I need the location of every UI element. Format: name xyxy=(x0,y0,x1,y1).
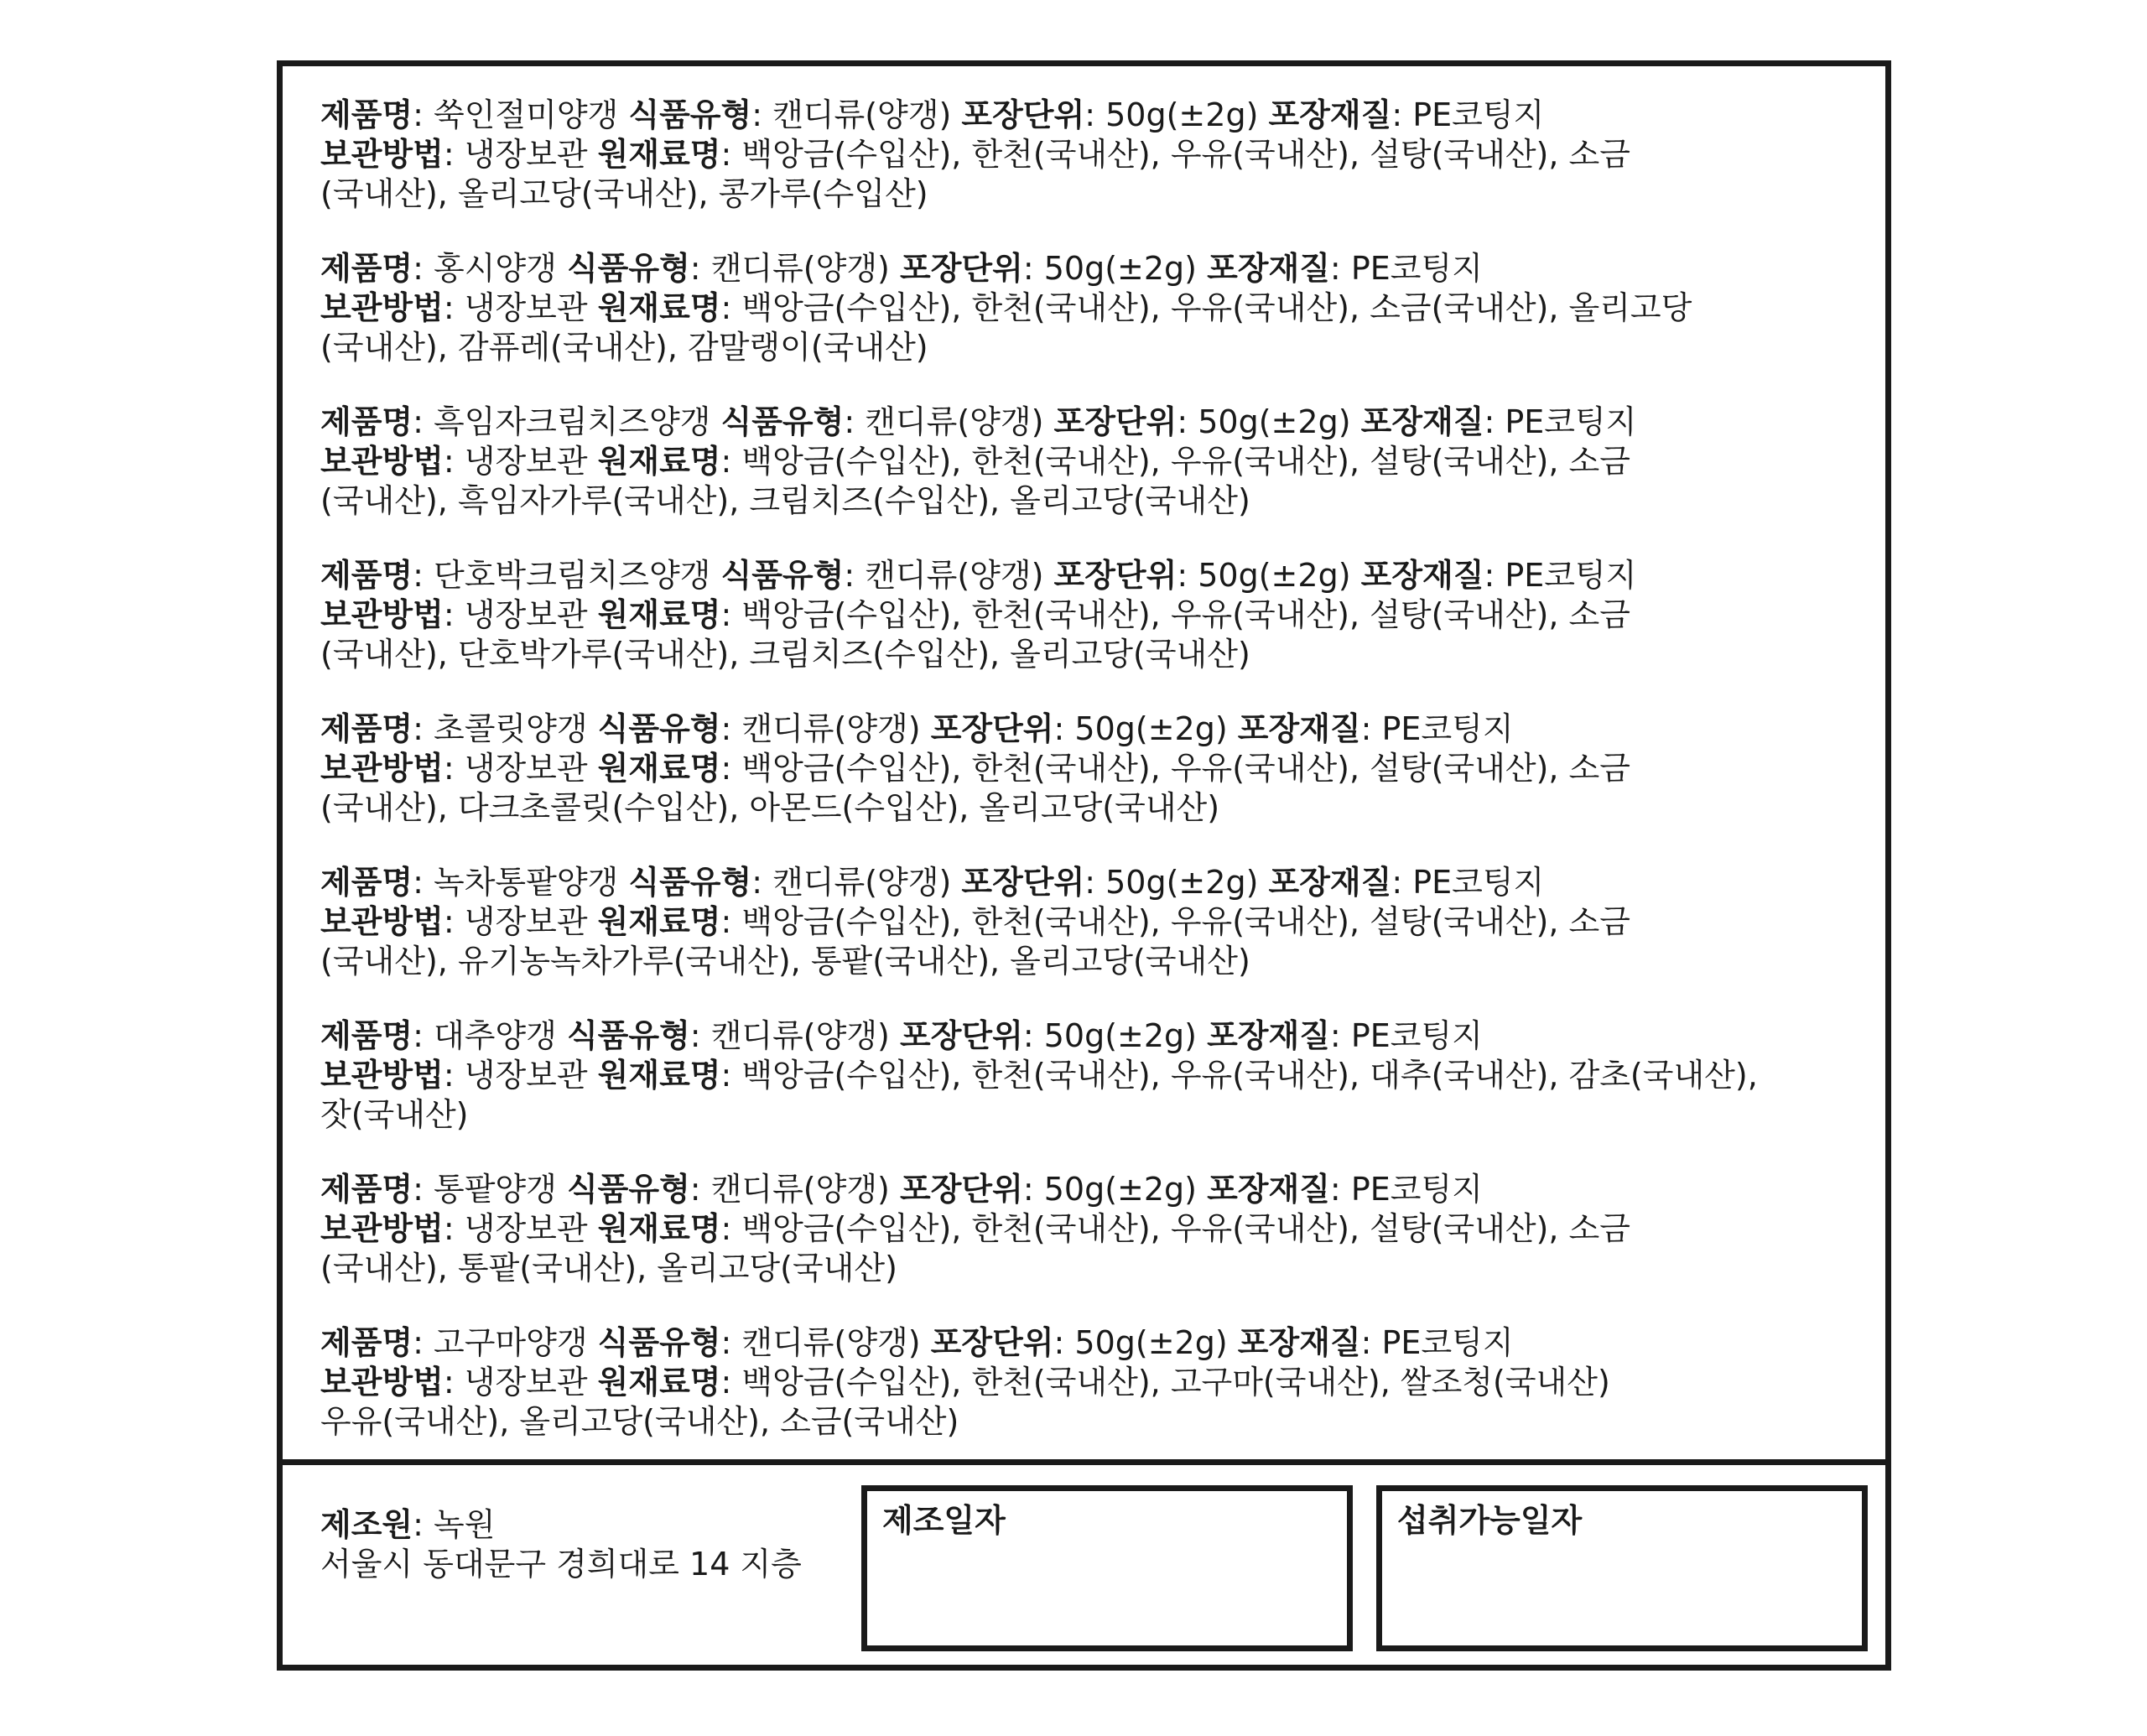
product-storage: 냉장보관 xyxy=(464,1210,588,1247)
storage-label: 보관방법 xyxy=(320,289,444,326)
unit-label: 포장단위 xyxy=(930,1324,1054,1361)
manufacture-date-label: 제조일자 xyxy=(882,1502,1006,1539)
name-label: 제품명 xyxy=(320,1171,413,1208)
product-line-2: 보관방법: 냉장보관 원재료명: 백앙금(수입산), 한천(국내산), 우유(국내산), 설탕(국내산), 소금 xyxy=(320,1210,1630,1247)
product-material: PE코팅지 xyxy=(1381,1324,1514,1361)
product-type: 캔디류(양갱) xyxy=(865,557,1044,594)
name-label: 제품명 xyxy=(320,403,413,440)
name-label: 제품명 xyxy=(320,710,413,747)
product-entry xyxy=(320,863,1860,981)
product-storage: 냉장보관 xyxy=(464,1364,588,1401)
product-line-2: 보관방법: 냉장보관 원재료명: 백앙금(수입산), 한천(국내산), 우유(국내산), 설탕(국내산), 소금 xyxy=(320,443,1630,480)
product-name: 홍시양갱 xyxy=(434,250,557,287)
name-label: 제품명 xyxy=(320,250,413,287)
manufacturer-address: 서울시 동대문구 경희대로 14 지층 xyxy=(320,1546,802,1583)
name-label: 제품명 xyxy=(320,96,413,133)
ingredients-label: 원재료명 xyxy=(597,1210,721,1247)
product-type: 캔디류(양갱) xyxy=(710,1017,890,1054)
product-material: PE코팅지 xyxy=(1412,864,1545,901)
product-storage: 냉장보관 xyxy=(464,750,588,787)
product-name: 흑임자크림치즈양갱 xyxy=(434,403,711,440)
product-material: PE코팅지 xyxy=(1350,1017,1483,1054)
product-name: 고구마양갱 xyxy=(434,1324,588,1361)
expiry-date-label: 섭취가능일자 xyxy=(1397,1502,1583,1539)
material-label: 포장재질 xyxy=(1237,710,1361,747)
material-label: 포장재질 xyxy=(1207,1171,1330,1208)
product-line-2: 보관방법: 냉장보관 원재료명: 백앙금(수입산), 한천(국내산), 우유(국내산), 설탕(국내산), 소금 xyxy=(320,596,1630,633)
product-unit: 50g(±2g) xyxy=(1074,710,1228,747)
unit-label: 포장단위 xyxy=(899,250,1023,287)
product-name: 초콜릿양갱 xyxy=(434,710,588,747)
product-ingredients: 백앙금(수입산), 한천(국내산), 우유(국내산), 설탕(국내산), 소금 xyxy=(741,1210,1630,1247)
storage-label: 보관방법 xyxy=(320,1364,444,1401)
product-type: 캔디류(양갱) xyxy=(741,1324,921,1361)
product-line-1: 제품명: 고구마양갱 식품유형: 캔디류(양갱) 포장단위: 50g(±2g) 포장재질: PE코팅지 xyxy=(320,1324,1514,1361)
product-material: PE코팅지 xyxy=(1505,403,1637,440)
product-ingredients: 백앙금(수입산), 한천(국내산), 우유(국내산), 설탕(국내산), 소금 xyxy=(741,903,1630,940)
storage-label: 보관방법 xyxy=(320,750,444,787)
name-label: 제품명 xyxy=(320,557,413,594)
type-label: 식품유형 xyxy=(720,557,845,594)
product-material: PE코팅지 xyxy=(1350,1171,1483,1208)
product-entry xyxy=(320,1323,1860,1442)
product-entry xyxy=(320,709,1860,828)
product-storage: 냉장보관 xyxy=(464,903,588,940)
product-ingredients: 백앙금(수입산), 한천(국내산), 우유(국내산), 설탕(국내산), 소금 xyxy=(741,596,1630,633)
product-entry xyxy=(320,1016,1860,1135)
name-label: 제품명 xyxy=(320,864,413,901)
product-ingredients-cont: (국내산), 올리고당(국내산), 콩가루(수입산) xyxy=(320,175,928,212)
product-material: PE코팅지 xyxy=(1350,250,1483,287)
ingredients-label: 원재료명 xyxy=(597,1057,721,1094)
unit-label: 포장단위 xyxy=(930,710,1054,747)
product-type: 캔디류(양갱) xyxy=(741,710,921,747)
product-storage: 냉장보관 xyxy=(464,1057,588,1094)
product-line-2: 보관방법: 냉장보관 원재료명: 백앙금(수입산), 한천(국내산), 우유(국내산), 대추(국내산), 감초(국내산), xyxy=(320,1057,1758,1094)
expiry-date-box xyxy=(1376,1485,1868,1651)
type-label: 식품유형 xyxy=(597,710,721,747)
product-entry xyxy=(320,1170,1860,1288)
product-ingredients-cont: (국내산), 유기농녹차가루(국내산), 통팥(국내산), 올리고당(국내산) xyxy=(320,943,1250,980)
unit-label: 포장단위 xyxy=(961,864,1085,901)
manufacturer-value: 녹원 xyxy=(434,1506,496,1543)
storage-label: 보관방법 xyxy=(320,1057,444,1094)
product-ingredients: 백앙금(수입산), 한천(국내산), 우유(국내산), 설탕(국내산), 소금 xyxy=(741,136,1630,173)
product-type: 캔디류(양갱) xyxy=(710,1171,890,1208)
product-name: 대추양갱 xyxy=(434,1017,557,1054)
ingredients-label: 원재료명 xyxy=(597,289,721,326)
product-unit: 50g(±2g) xyxy=(1043,1171,1197,1208)
ingredients-label: 원재료명 xyxy=(597,903,721,940)
storage-label: 보관방법 xyxy=(320,443,444,480)
product-type: 캔디류(양갱) xyxy=(710,250,890,287)
storage-label: 보관방법 xyxy=(320,903,444,940)
product-unit: 50g(±2g) xyxy=(1074,1324,1228,1361)
product-line-2: 보관방법: 냉장보관 원재료명: 백앙금(수입산), 한천(국내산), 우유(국내산), 소금(국내산), 올리고당 xyxy=(320,289,1692,326)
product-unit: 50g(±2g) xyxy=(1198,557,1351,594)
material-label: 포장재질 xyxy=(1360,403,1484,440)
product-ingredients: 백앙금(수입산), 한천(국내산), 우유(국내산), 설탕(국내산), 소금 xyxy=(741,750,1630,787)
product-line-2: 보관방법: 냉장보관 원재료명: 백앙금(수입산), 한천(국내산), 고구마(국내산), 쌀조청(국내산) xyxy=(320,1364,1610,1401)
product-material: PE코팅지 xyxy=(1381,710,1514,747)
product-entry xyxy=(320,403,1860,521)
name-label: 제품명 xyxy=(320,1017,413,1054)
product-storage: 냉장보관 xyxy=(464,596,588,633)
material-label: 포장재질 xyxy=(1268,864,1392,901)
product-name: 녹차통팥양갱 xyxy=(434,864,619,901)
manufacturer-line: 제조원: 녹원 xyxy=(320,1506,496,1543)
product-ingredients-cont: 잣(국내산) xyxy=(320,1096,469,1133)
material-label: 포장재질 xyxy=(1207,1017,1330,1054)
ingredients-label: 원재료명 xyxy=(597,750,721,787)
unit-label: 포장단위 xyxy=(1053,403,1177,440)
product-ingredients-cont: (국내산), 흑임자가루(국내산), 크림치즈(수입산), 올리고당(국내산) xyxy=(320,482,1250,519)
product-unit: 50g(±2g) xyxy=(1043,1017,1197,1054)
product-line-2: 보관방법: 냉장보관 원재료명: 백앙금(수입산), 한천(국내산), 우유(국내산), 설탕(국내산), 소금 xyxy=(320,903,1630,940)
material-label: 포장재질 xyxy=(1360,557,1484,594)
product-unit: 50g(±2g) xyxy=(1105,96,1259,133)
ingredients-label: 원재료명 xyxy=(597,443,721,480)
product-line-1: 제품명: 쑥인절미양갱 식품유형: 캔디류(양갱) 포장단위: 50g(±2g) 포장재질: PE코팅지 xyxy=(320,96,1545,133)
product-line-1: 제품명: 통팥양갱 식품유형: 캔디류(양갱) 포장단위: 50g(±2g) 포장재질: PE코팅지 xyxy=(320,1171,1483,1208)
product-ingredients: 백앙금(수입산), 한천(국내산), 우유(국내산), 대추(국내산), 감초(국내산), xyxy=(741,1057,1758,1094)
product-entry xyxy=(320,96,1860,214)
product-line-1: 제품명: 단호박크림치즈양갱 식품유형: 캔디류(양갱) 포장단위: 50g(±2g) 포장재질: PE코팅지 xyxy=(320,557,1637,594)
product-ingredients-cont: (국내산), 단호박가루(국내산), 크림치즈(수입산), 올리고당(국내산) xyxy=(320,636,1250,673)
product-type: 캔디류(양갱) xyxy=(865,403,1044,440)
product-unit: 50g(±2g) xyxy=(1105,864,1259,901)
product-line-1: 제품명: 흑임자크림치즈양갱 식품유형: 캔디류(양갱) 포장단위: 50g(±2g) 포장재질: PE코팅지 xyxy=(320,403,1637,440)
type-label: 식품유형 xyxy=(566,1017,690,1054)
unit-label: 포장단위 xyxy=(1053,557,1177,594)
product-line-1: 제품명: 초콜릿양갱 식품유형: 캔디류(양갱) 포장단위: 50g(±2g) 포장재질: PE코팅지 xyxy=(320,710,1514,747)
storage-label: 보관방법 xyxy=(320,136,444,173)
ingredients-label: 원재료명 xyxy=(597,596,721,633)
product-ingredients-cont: (국내산), 다크초콜릿(수입산), 아몬드(수입산), 올리고당(국내산) xyxy=(320,789,1220,826)
product-ingredients: 백앙금(수입산), 한천(국내산), 우유(국내산), 설탕(국내산), 소금 xyxy=(741,443,1630,480)
type-label: 식품유형 xyxy=(628,864,752,901)
product-name: 단호박크림치즈양갱 xyxy=(434,557,711,594)
storage-label: 보관방법 xyxy=(320,1210,444,1247)
unit-label: 포장단위 xyxy=(899,1017,1023,1054)
product-entry xyxy=(320,249,1860,367)
manufacturer-info xyxy=(320,1505,802,1584)
type-label: 식품유형 xyxy=(566,250,690,287)
product-storage: 냉장보관 xyxy=(464,136,588,173)
material-label: 포장재질 xyxy=(1268,96,1392,133)
product-type: 캔디류(양갱) xyxy=(772,96,952,133)
ingredients-label: 원재료명 xyxy=(597,136,721,173)
product-line-1: 제품명: 홍시양갱 식품유형: 캔디류(양갱) 포장단위: 50g(±2g) 포장재질: PE코팅지 xyxy=(320,250,1483,287)
product-material: PE코팅지 xyxy=(1412,96,1545,133)
product-name: 통팥양갱 xyxy=(434,1171,557,1208)
product-line-2: 보관방법: 냉장보관 원재료명: 백앙금(수입산), 한천(국내산), 우유(국내산), 설탕(국내산), 소금 xyxy=(320,750,1630,787)
product-ingredients: 백앙금(수입산), 한천(국내산), 고구마(국내산), 쌀조청(국내산) xyxy=(741,1364,1610,1401)
food-label xyxy=(277,60,1891,1671)
product-storage: 냉장보관 xyxy=(464,443,588,480)
product-ingredients-cont: (국내산), 통팥(국내산), 올리고당(국내산) xyxy=(320,1250,897,1286)
manufacture-date-box xyxy=(861,1485,1353,1651)
type-label: 식품유형 xyxy=(720,403,845,440)
material-label: 포장재질 xyxy=(1237,1324,1361,1361)
product-line-1: 제품명: 대추양갱 식품유형: 캔디류(양갱) 포장단위: 50g(±2g) 포장재질: PE코팅지 xyxy=(320,1017,1483,1054)
type-label: 식품유형 xyxy=(597,1324,721,1361)
name-label: 제품명 xyxy=(320,1324,413,1361)
material-label: 포장재질 xyxy=(1207,250,1330,287)
product-name: 쑥인절미양갱 xyxy=(434,96,619,133)
product-type: 캔디류(양갱) xyxy=(772,864,952,901)
product-entry xyxy=(320,556,1860,674)
product-ingredients-cont: 우유(국내산), 올리고당(국내산), 소금(국내산) xyxy=(320,1403,959,1440)
product-unit: 50g(±2g) xyxy=(1198,403,1351,440)
unit-label: 포장단위 xyxy=(961,96,1085,133)
type-label: 식품유형 xyxy=(566,1171,690,1208)
manufacturer-label: 제조원 xyxy=(320,1506,413,1543)
product-storage: 냉장보관 xyxy=(464,289,588,326)
product-list xyxy=(283,66,1885,1465)
product-line-2: 보관방법: 냉장보관 원재료명: 백앙금(수입산), 한천(국내산), 우유(국내산), 설탕(국내산), 소금 xyxy=(320,136,1630,173)
product-ingredients: 백앙금(수입산), 한천(국내산), 우유(국내산), 소금(국내산), 올리고당 xyxy=(741,289,1692,326)
product-line-1: 제품명: 녹차통팥양갱 식품유형: 캔디류(양갱) 포장단위: 50g(±2g) 포장재질: PE코팅지 xyxy=(320,864,1545,901)
product-ingredients-cont: (국내산), 감퓨레(국내산), 감말랭이(국내산) xyxy=(320,329,928,366)
ingredients-label: 원재료명 xyxy=(597,1364,721,1401)
label-footer xyxy=(283,1465,1885,1671)
type-label: 식품유형 xyxy=(628,96,752,133)
storage-label: 보관방법 xyxy=(320,596,444,633)
product-unit: 50g(±2g) xyxy=(1043,250,1197,287)
product-material: PE코팅지 xyxy=(1505,557,1637,594)
unit-label: 포장단위 xyxy=(899,1171,1023,1208)
